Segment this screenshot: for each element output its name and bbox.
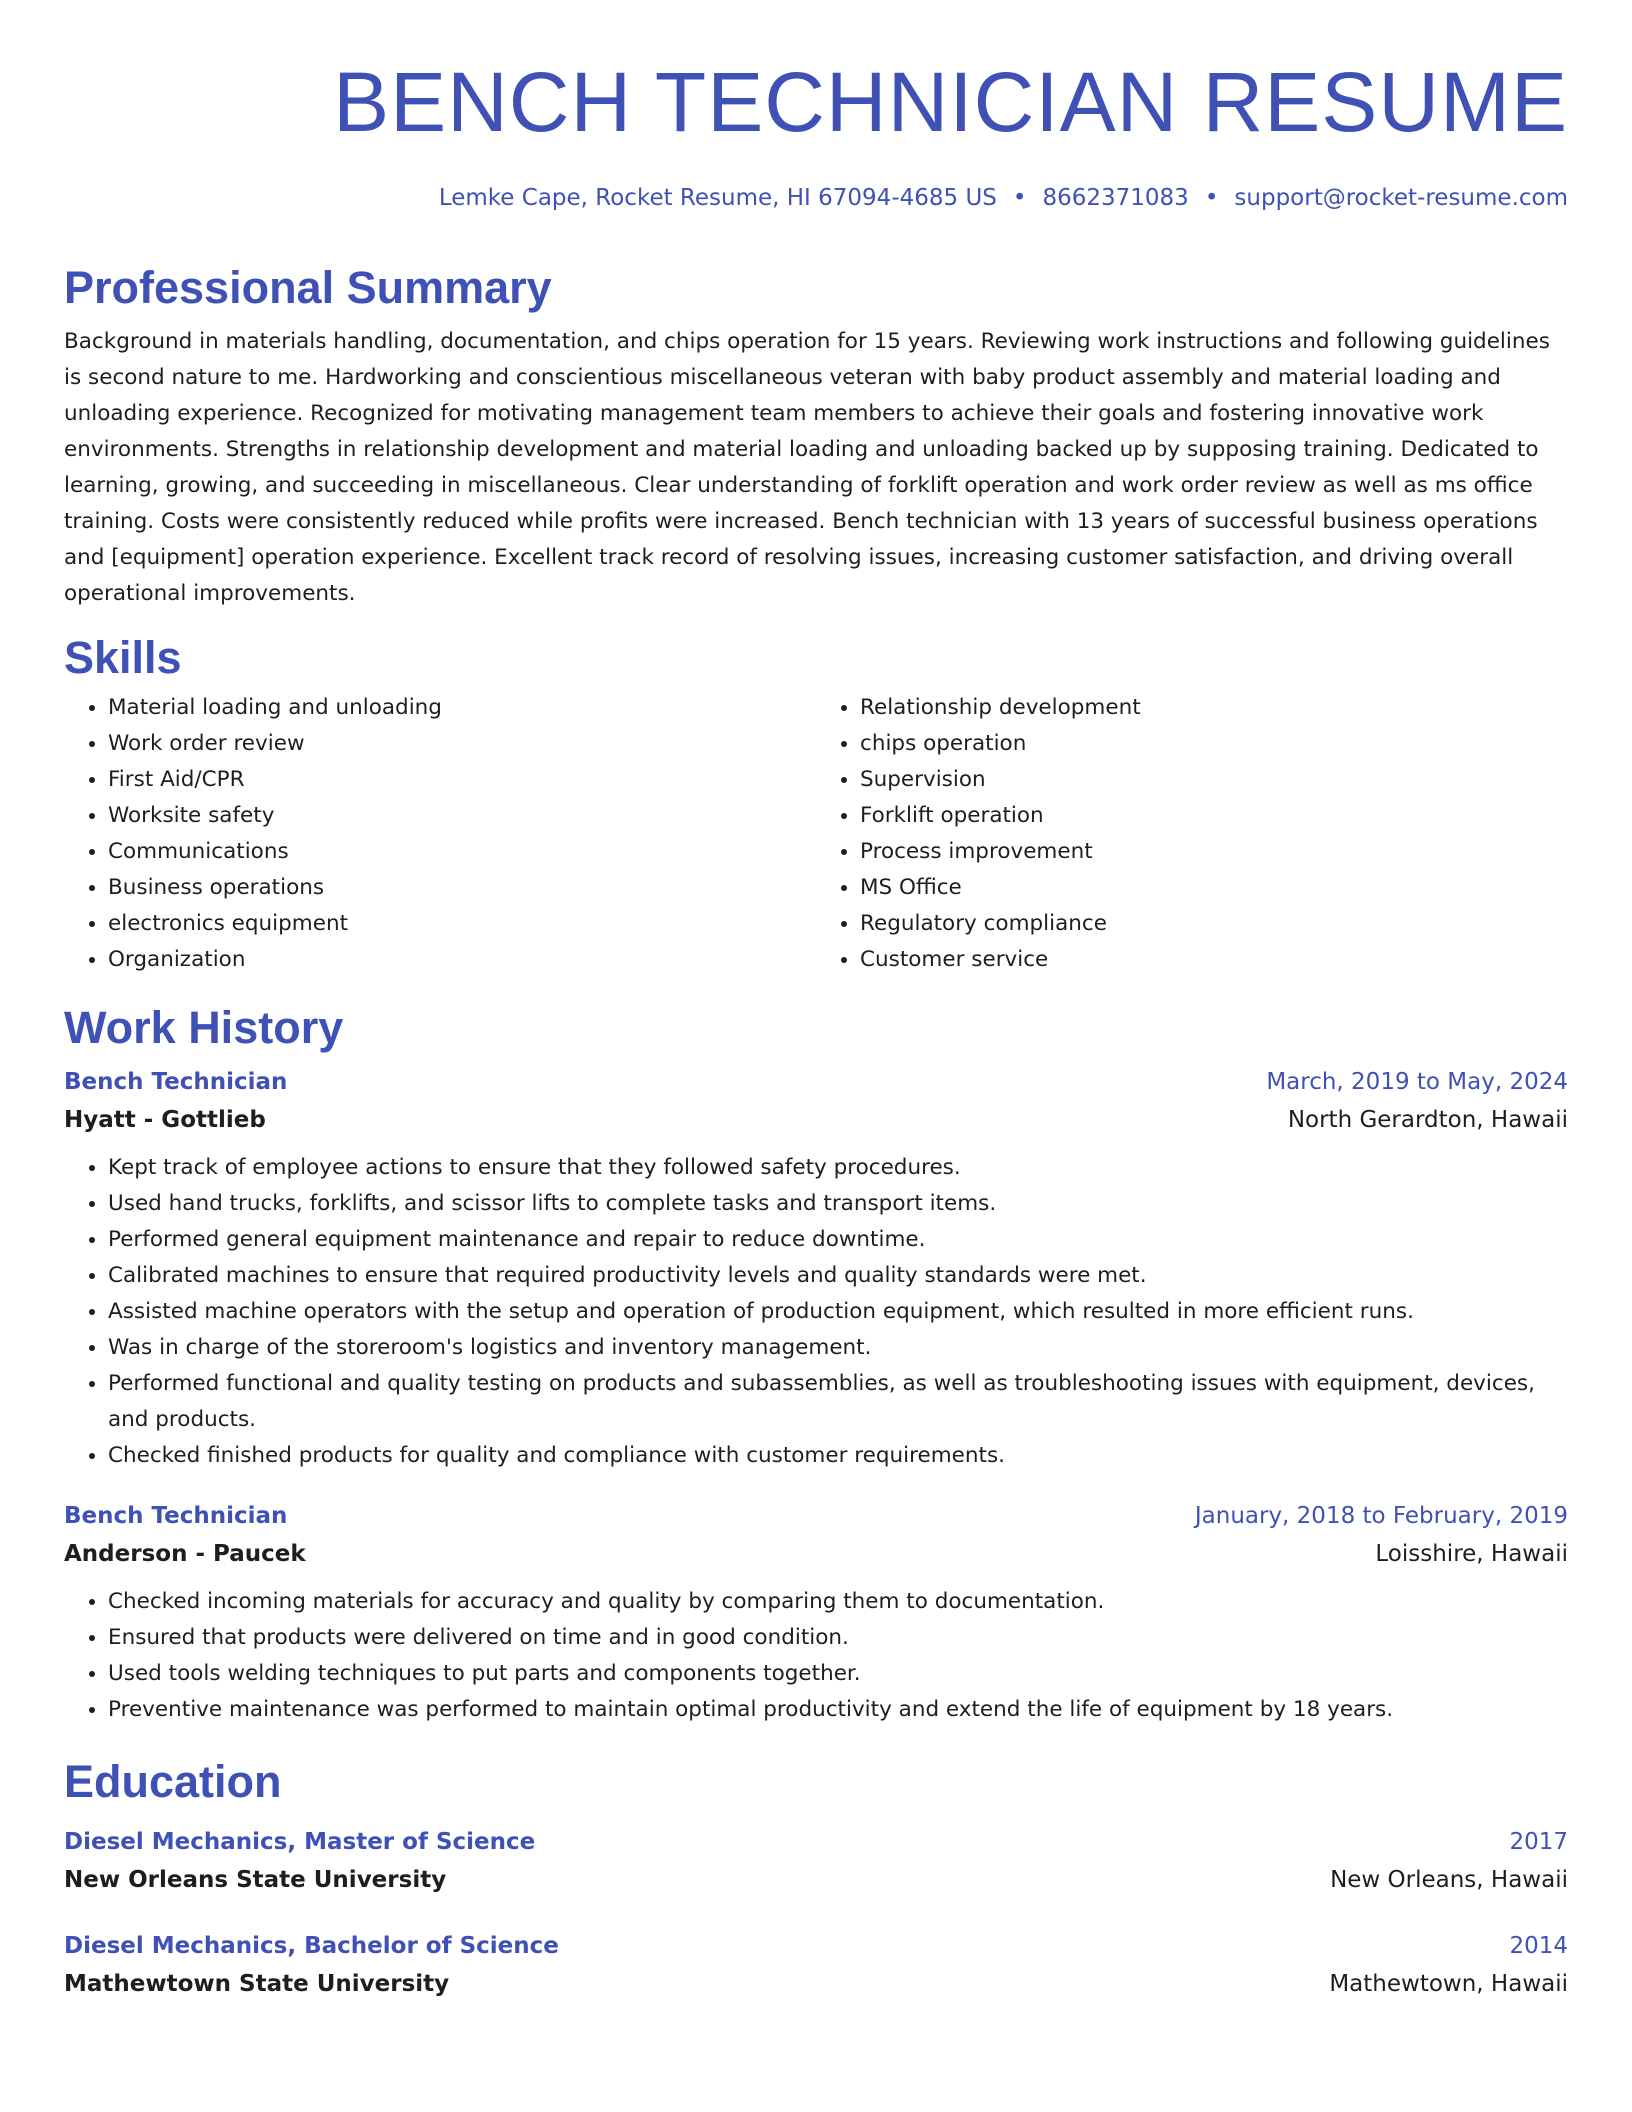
job-company: Anderson - Paucek <box>64 1541 306 1567</box>
section-heading: Professional Summary <box>64 262 552 313</box>
section-heading: Work History <box>64 1002 344 1053</box>
skill-item: • electronics equipment <box>108 906 816 942</box>
resume-header <box>333 52 1568 214</box>
school-row <box>64 1860 1568 1900</box>
skill-item: • Organization <box>108 942 816 978</box>
skill-item: • Worksite safety <box>108 798 816 834</box>
duty-item: • Was in charge of the storeroom's logistics and inventory management. <box>108 1330 1568 1366</box>
duty-item: • Checked incoming materials for accuracy and quality by comparing them to documentation. <box>108 1584 1568 1620</box>
skill-item: • Communications <box>108 834 816 870</box>
job-company-row <box>64 1534 1568 1574</box>
skill-item: • MS Office <box>860 870 1568 906</box>
separator-dot: • <box>1012 185 1027 211</box>
job-entry <box>64 1064 1568 1474</box>
job-duties <box>64 1150 1568 1474</box>
contact-line <box>333 182 1568 214</box>
job-title: Bench Technician <box>64 1503 288 1529</box>
job-entry <box>64 1498 1568 1728</box>
job-title: Bench Technician <box>64 1069 288 1095</box>
job-location: Loisshire, Hawaii <box>1375 1541 1568 1567</box>
skill-item: • Customer service <box>860 942 1568 978</box>
duty-item: • Ensured that products were delivered on time and in good condition. <box>108 1620 1568 1656</box>
graduation-year: 2017 <box>1509 1829 1568 1855</box>
resume-content <box>64 260 1568 2004</box>
summary-text: Background in materials handling, documentation, and chips operation for 15 years. Reviewing work instructions and following guidelines is second nature to me. Hardworking and conscientious miscellaneous veteran with baby product assembly and material loading and unloading experience. Recognized for motivating management team members to achieve their goals and fostering innovative work environments. Strengths in relationship development and material loading and unloading backed up by supposing training. Dedicated to learning, growing, and succeeding in miscellaneous. Clear understanding of forklift operation and work order review as well as ms office training. Costs were consistently reduced while profits were increased. Bench technician with 13 years of successful business operations and [equipment] operation experience. Excellent track record of resolving issues, increasing customer satisfaction, and driving overall operational improvements. <box>64 329 1550 606</box>
degree: Diesel Mechanics, Bachelor of Science <box>64 1933 559 1959</box>
job-company: Hyatt - Gottlieb <box>64 1107 266 1133</box>
school-location: Mathewtown, Hawaii <box>1329 1971 1568 1997</box>
section-heading: Education <box>64 1756 282 1807</box>
school-location: New Orleans, Hawaii <box>1330 1867 1568 1893</box>
job-location: North Gerardton, Hawaii <box>1287 1107 1568 1133</box>
duty-item: • Used tools welding techniques to put parts and components together. <box>108 1656 1568 1692</box>
skill-item: • Relationship development <box>860 690 1568 726</box>
education-entry <box>64 1928 1568 2004</box>
degree-row <box>64 1928 1568 1964</box>
skills-columns <box>64 690 1568 978</box>
skill-item: • Process improvement <box>860 834 1568 870</box>
work-history-section <box>64 1000 1568 1728</box>
job-dates: March, 2019 to May, 2024 <box>1266 1069 1568 1095</box>
job-dates: January, 2018 to February, 2019 <box>1194 1503 1568 1529</box>
job-title-row <box>64 1064 1568 1100</box>
duty-item: • Assisted machine operators with the setup and operation of production equipment, which resulted in more efficient runs. <box>108 1294 1568 1330</box>
education-list <box>64 1824 1568 2004</box>
duty-item: • Used hand trucks, forklifts, and scissor lifts to complete tasks and transport items. <box>108 1186 1568 1222</box>
skill-item: • Work order review <box>108 726 816 762</box>
education-entry <box>64 1824 1568 1900</box>
skill-item: • First Aid/CPR <box>108 762 816 798</box>
skill-item: • chips operation <box>860 726 1568 762</box>
graduation-year: 2014 <box>1509 1933 1568 1959</box>
school-name: New Orleans State University <box>64 1867 447 1893</box>
duty-item: • Performed general equipment maintenance and repair to reduce downtime. <box>108 1222 1568 1258</box>
skills-list-left <box>64 690 816 978</box>
duty-item: • Preventive maintenance was performed to maintain optimal productivity and extend the life of equipment by 18 years. <box>108 1692 1568 1728</box>
education-section <box>64 1754 1568 2004</box>
summary-section <box>64 260 1568 612</box>
page-title: BENCH TECHNICIAN RESUME <box>333 55 1568 149</box>
job-title-row <box>64 1498 1568 1534</box>
duty-item: • Performed functional and quality testing on products and subassemblies, as well as troubleshooting issues with equipment, devices, and products. <box>108 1366 1568 1438</box>
section-heading: Skills <box>64 632 182 683</box>
school-row <box>64 1964 1568 2004</box>
duty-item: • Kept track of employee actions to ensure that they followed safety procedures. <box>108 1150 1568 1186</box>
skill-item: • Material loading and unloading <box>108 690 816 726</box>
contact-address: Lemke Cape, Rocket Resume, HI 67094-4685 US <box>438 185 997 211</box>
separator-dot: • <box>1204 185 1219 211</box>
duty-item: • Checked finished products for quality and compliance with customer requirements. <box>108 1438 1568 1474</box>
skills-list-right <box>816 690 1568 978</box>
skill-item: • Business operations <box>108 870 816 906</box>
degree-row <box>64 1824 1568 1860</box>
job-list <box>64 1064 1568 1728</box>
contact-email[interactable]: support@rocket-resume.com <box>1234 185 1568 211</box>
job-duties <box>64 1584 1568 1728</box>
skill-item: • Forklift operation <box>860 798 1568 834</box>
skill-item: • Supervision <box>860 762 1568 798</box>
degree: Diesel Mechanics, Master of Science <box>64 1829 536 1855</box>
contact-phone: 8662371083 <box>1042 185 1189 211</box>
skill-item: • Regulatory compliance <box>860 906 1568 942</box>
duty-item: • Calibrated machines to ensure that required productivity levels and quality standards were met. <box>108 1258 1568 1294</box>
job-company-row <box>64 1100 1568 1140</box>
skills-section <box>64 630 1568 978</box>
school-name: Mathewtown State University <box>64 1971 450 1997</box>
